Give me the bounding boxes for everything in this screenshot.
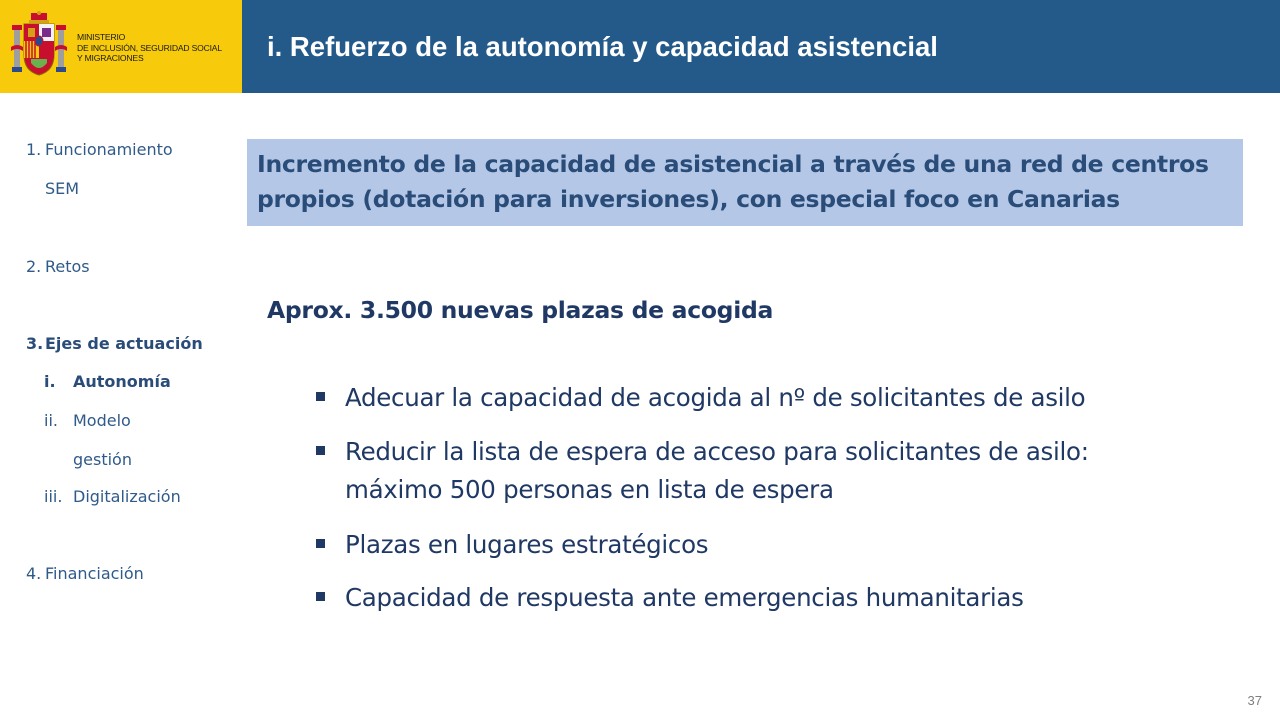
ministry-name: MINISTERIO DE INCLUSIÓN, SEGURIDAD SOCIAL Y MIGRACIONES xyxy=(77,32,222,63)
subheading: Aprox. 3.500 nuevas plazas de acogida xyxy=(267,296,774,324)
page-number: 37 xyxy=(1247,693,1262,708)
highlight-text: Incremento de la capacidad de asistencial a través de una red de centros propios (dotación para inversiones), con especial foco en Canarias xyxy=(257,150,1209,213)
list-item: Adecuar la capacidad de acogida al nº de solicitantes de asilo xyxy=(316,379,1085,417)
list-item: Plazas en lugares estratégicos xyxy=(316,526,708,564)
list-item: Capacidad de respuesta ante emergencias humanitarias xyxy=(316,579,1024,617)
bullet-square-icon xyxy=(316,539,325,548)
coat-of-arms-icon xyxy=(11,11,67,81)
agenda-subitem-modelo-cont: gestión xyxy=(73,450,132,469)
bullet-square-icon xyxy=(316,592,325,601)
agenda-subitem-autonomia: i. Autonomía xyxy=(44,372,171,391)
agenda-subitem-digitalizacion: iii. Digitalización xyxy=(44,487,181,506)
agenda-subitem-modelo: ii. Modelo xyxy=(44,411,131,430)
agenda-item-ejes: 3. Ejes de actuación xyxy=(26,334,203,353)
bullet-square-icon xyxy=(316,392,325,401)
agenda-item-funcionamiento: 1. Funcionamiento xyxy=(26,140,173,159)
ministry-logo-block xyxy=(0,0,242,93)
bullet-square-icon xyxy=(316,446,325,455)
slide-title-bar xyxy=(242,0,1280,93)
agenda-item-financiacion: 4. Financiación xyxy=(26,564,144,583)
slide-title: i. Refuerzo de la autonomía y capacidad asistencial xyxy=(267,31,938,62)
highlight-box xyxy=(247,139,1243,226)
list-item: Reducir la lista de espera de acceso para solicitantes de asilo: máximo 500 personas en lista de espera xyxy=(316,433,1089,509)
agenda-item-retos: 2. Retos xyxy=(26,257,90,276)
agenda-item-funcionamiento-cont: SEM xyxy=(45,179,80,198)
